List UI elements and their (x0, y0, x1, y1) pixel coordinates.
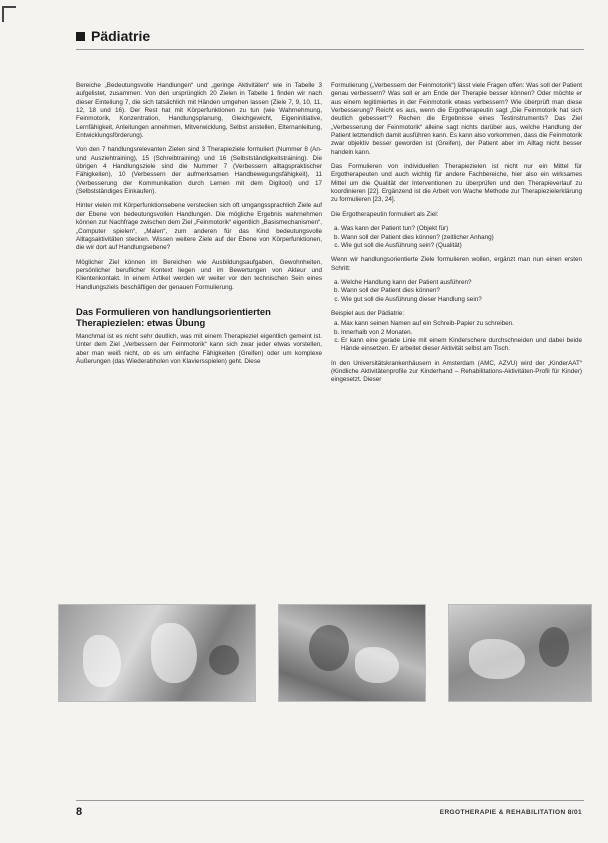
body-paragraph: Beispiel aus der Pädiatrie: (331, 309, 405, 317)
body-paragraph: Die Ergotherapeutin formuliert als Ziel: (331, 210, 439, 218)
subheading: Das Formulieren von handlungsorientierten Therapiezielen: etwas Übung (76, 305, 271, 328)
list-item: c. Wie gut soll die Ausführung sein? (Qualität) (341, 242, 582, 250)
therapy-photo (448, 604, 592, 702)
list-item: c. Wie gut soll die Ausführung dieser Handlung sein? (341, 296, 582, 304)
list-item: a. Welche Handlung kann der Patient ausführen? (341, 279, 582, 287)
page-number: 8 (76, 806, 83, 818)
list-item: a. Was kann der Patient tun? (Objekt für) (341, 225, 582, 233)
section-header (76, 28, 150, 44)
body-paragraph: Bereiche „Bedeutungsvolle Handlungen“ und „geringe Aktivitäten“ wie in Tabelle 3 aufgelistet, zusammen. Von den ursprünglich 20 Zielen in Tabelle 1 finden wir nach dieser Einteilung 7, die sich tatsächlich mit Händen umgehen lassen (Ziele 7, 9, 10, 11, 12, 18 und 16). Der Rest hat mit Körperfunktionen zu tun (wie Wahrnehmung, Feinmotorik, Konzentration, Handlungsplanung, Gleichgewicht, Eigeninitiative, Lernfähigkeit, Anleitungen annehmen, Mitverwicklung, Selbst anstellen, Elternanleitung, Entwicklungsförderung). (76, 82, 322, 140)
section-title: Pädiatrie (91, 28, 151, 44)
left-column (76, 82, 322, 372)
body-paragraph: Formulierung („Verbessern der Feinmotorik“) lässt viele Fragen offen: Was soll der Patient genau verbessern? Was soll er am Ende der Therapie besser können? Oder möchte er aus einem legitimiertes in der Feinmotorik etwas verbessern? Wie überprüft man diese Verbesserung? Reicht es aus, wenn die Ergotherapeutin sagt „Die Feinmotorik hat sich deutlich gebessert“? Rechen die Ergebnisse eines Testinstruments? Das Ziel „Verbesserung der Feinmotorik“ alleine sagt nichts darüber aus, welche Handlung der Patient letztendlich damit ausführen kann. Es kann also vorkommen, dass die Feinmotorik zwar objektiv besser geworden ist (Greifen), der Patient aber im Alltag nicht besser handeln kann. (331, 82, 582, 156)
example-list (331, 320, 582, 353)
body-paragraph: Wenn wir handlungsorientierte Ziele formulieren wollen, ergänzt man nun einen ersten Schritt: (331, 256, 582, 272)
body-paragraph: Möglicher Ziel können im Bereichen wie Ausbildungsaufgaben, Gewohnheiten, persönlicher beruflicher Kontext liegen und im Bewertungen von Akteur und Klientenkontakt. In einem Artikel werden wir weiter vor den technischen Sein eines Handlungsziels beschäftigen der genauen Formulierung. (76, 258, 322, 291)
body-paragraph: Hinter vielen mit Körperfunktionsebene verstecken sich oft umgangssprachlich Ziele auf der Ebene von bedeutungsvollen Handlungen. Die mögliche Ergebnis wahrnehmen können zur Nachfrage zwischen dem Ziel „Feinmotorik“ eigentlich „Basismechanismen“, „Computer spielen“, „Malen“, zum anderen für das Kind bedeutungsvolle Alltagsaktivitäten stecken. Wissen weitere Ziele auf der Ebene von Körperfunktionen, die wir dort auf Handlungsebene? (76, 202, 322, 252)
body-paragraph: Manchmal ist es nicht sehr deutlich, was mit einem Therapieziel eigentlich gemeint ist. Unter dem Ziel „Verbessern der Feinmotorik“ kann sich zwar jeder etwas vorstellen, aber man weiß nicht, ob es um einfache Fähigkeiten (Greifen) oder um komplexe Äußerungen (das Wiederabholen von Klaviersspielen) geht. Diese (76, 332, 322, 365)
therapy-photo (58, 604, 256, 702)
square-bullet-icon (76, 32, 85, 41)
crop-mark (2, 6, 16, 22)
right-column (331, 82, 582, 391)
list-item: b. Wann soll der Patient dies können? (341, 287, 582, 295)
footer-rule (76, 800, 584, 801)
therapy-photo (278, 604, 426, 702)
journal-name: ERGOTHERAPIE & REHABILITATION 8/01 (439, 809, 582, 816)
list-item: c. Er kann eine gerade Linie mit einem Kinderschere durchschneiden und dabei beide Hände einsetzen. Er arbeitet dieser Aktivität selbst am Tisch. (341, 337, 582, 354)
photo-strip (58, 604, 592, 700)
list-item: b. Wann soll der Patient dies können? (zeitlicher Anhang) (341, 234, 582, 242)
list-item: a. Max kann seinen Namen auf ein Schreib-Papier zu schreiben. (341, 320, 582, 328)
body-paragraph: In den Universitätskrankenhäusern in Amsterdam (AMC, AZVU) wird der „KinderAAT“ (Kindliche Aktivitätenprofile zur Kinderhand – Rehabilitations-Aktivitäten-Profil für Kinder) eingesetzt. Dieser (331, 359, 582, 384)
question-list (331, 225, 582, 250)
question-list (331, 279, 582, 304)
body-paragraph: Von den 7 handlungsrelevanten Zielen sind 3 Therapieziele formuliert (Nummer 8 (An- und Ausziehtraining), 15 (Schreibtraining) und 16 (Selbstständigkeitstraining). Die übrigen 4 Handlungsziele sind die Nummer 7 (Verbessern alltagspraktischer Fähigkeiten), 10 (Verbessern der aufmerksamen Handbewegungsfähigkeit), 11 (Verbesserung der Kommunikation durch Lernen mit dem Digitool) und 17 (Selbstständiges Einkaufen). (76, 146, 322, 196)
body-paragraph: Das Formulieren von individuellen Therapiezielen ist nicht nur ein Mittel für Ergotherapeuten und auch wichtig für andere Fachbereiche, hier also ein wirksames Mittel um die Qualität der Interventionen zu überprüfen und den Therapieverlauf zu koordinieren [22]. Ergänzend ist die Arbeit von Wache Methode zur Therapiezielerklärung zu formulieren [23, 24]. (331, 163, 582, 204)
header-rule (76, 49, 584, 50)
list-item: b. Innerhalb von 2 Monaten. (341, 329, 582, 337)
